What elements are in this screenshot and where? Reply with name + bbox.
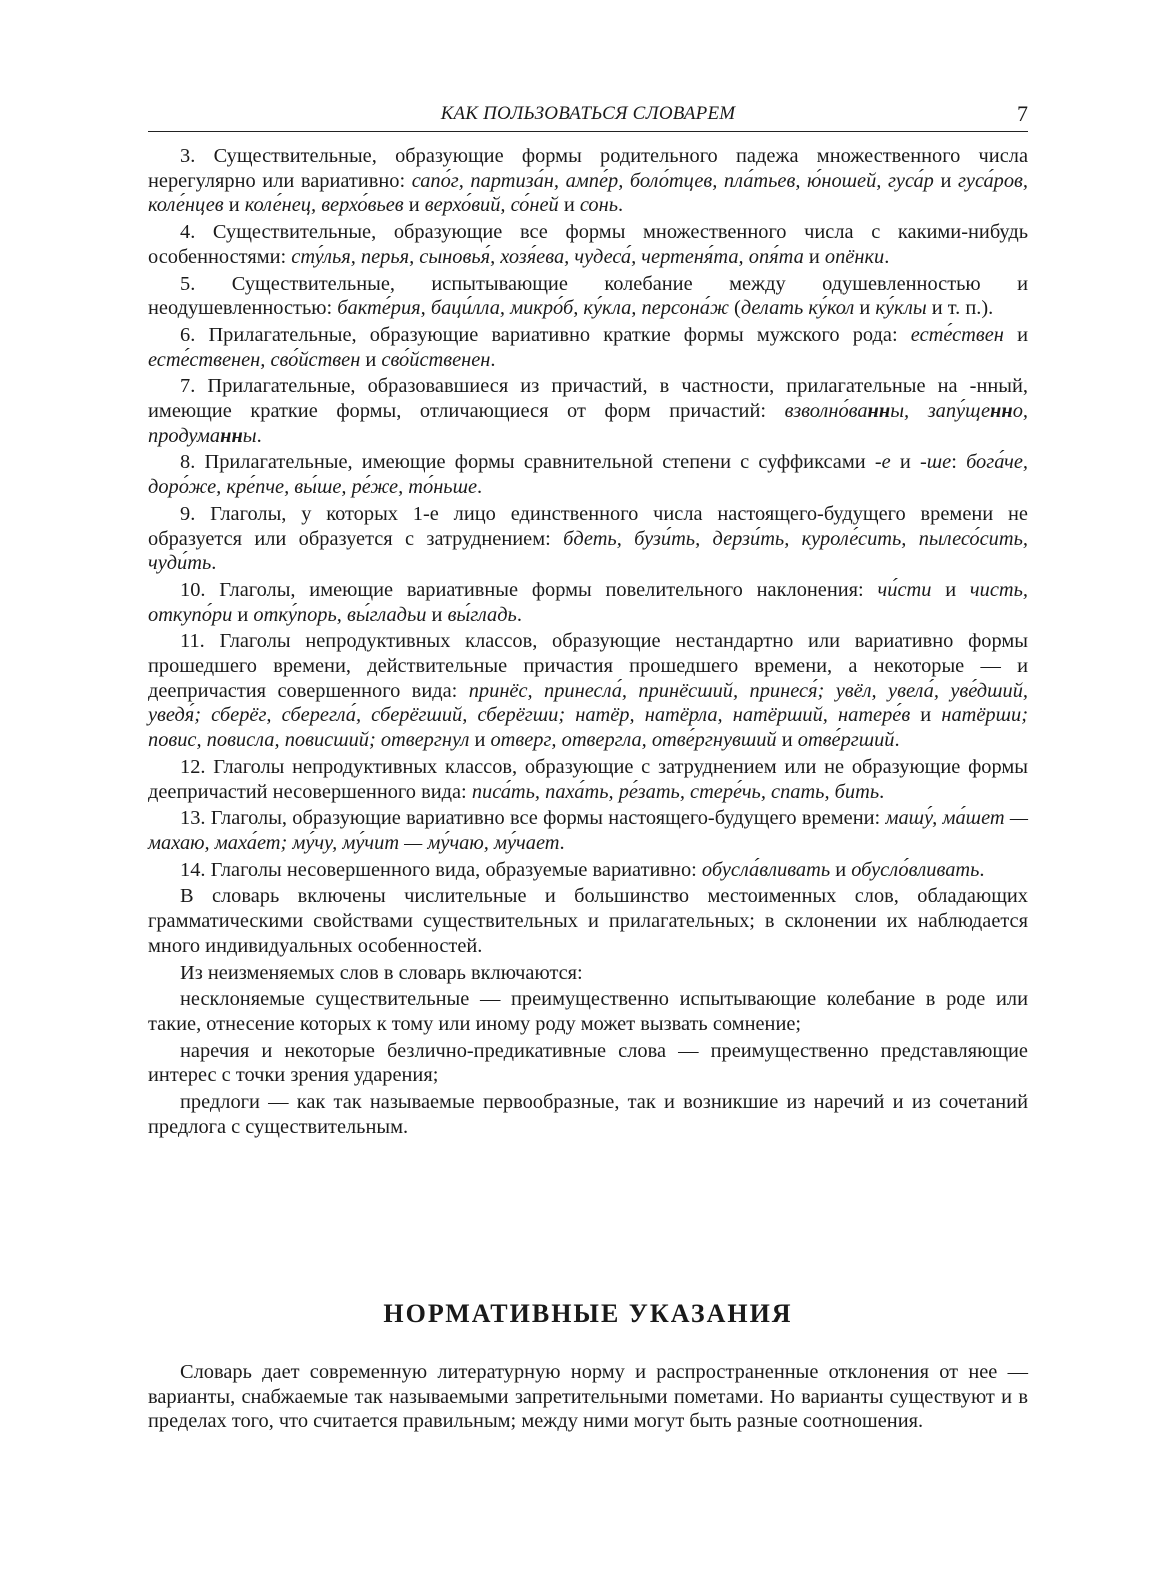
text-run: ы, запу́ще xyxy=(890,400,991,423)
text-run: предлоги — как так называемые первообразные, так и возникшие из наречий и из сочетаний предлога с существительным. xyxy=(148,1091,1028,1138)
text-run: . xyxy=(879,780,885,803)
text-run: . xyxy=(211,552,217,575)
section-body xyxy=(148,1360,1028,1434)
text-run: 8. Прилагательные, имеющие формы сравнительной степени с суффиксами xyxy=(180,451,875,474)
text-run: обусла́вливать xyxy=(701,858,831,881)
body-paragraph-15 xyxy=(148,987,1028,1036)
body-paragraph-11 xyxy=(148,806,1028,855)
text-run: . xyxy=(884,245,890,268)
text-run: 14. Глаголы несовершенного вида, образуемые вариативно: xyxy=(180,858,702,881)
text-run: коле́нец, верхо́вьев xyxy=(244,194,404,217)
text-run: и xyxy=(933,169,958,192)
text-run: чисть, откупо́ри xyxy=(148,578,1028,626)
text-run: и xyxy=(830,858,852,881)
running-title: КАК ПОЛЬЗОВАТЬСЯ СЛОВАРЕМ xyxy=(440,103,736,124)
text-run: и xyxy=(403,194,425,217)
text-run: и xyxy=(890,451,920,474)
text-run: и xyxy=(469,729,491,752)
text-run: . xyxy=(516,603,522,626)
body-paragraph-5 xyxy=(148,374,1028,448)
body-paragraph-17 xyxy=(148,1090,1028,1139)
running-header xyxy=(148,101,1028,132)
text-run: бакте́рия, баци́лла, микро́б, ку́кла, персона́ж xyxy=(337,297,729,320)
page-number: 7 xyxy=(1017,101,1028,126)
text-run: вы́гладь xyxy=(447,603,517,626)
text-run: . xyxy=(894,729,900,752)
text-run: ( xyxy=(728,297,741,320)
text-run: 4. Существительные, образующие все формы множественного числа с какими-нибудь особенностями: xyxy=(148,221,1028,268)
body-paragraph-9 xyxy=(148,629,1028,753)
body-paragraph-10 xyxy=(148,755,1028,804)
text-run: . xyxy=(559,831,565,854)
text-run: обусло́вливать xyxy=(851,858,980,881)
section-heading: НОРМАТИВНЫЕ УКАЗАНИЯ xyxy=(383,1299,793,1328)
text-run: и xyxy=(931,578,970,601)
text-run: . xyxy=(490,348,496,371)
text-run: и xyxy=(910,704,942,727)
text-run: бдеть, бузи́ть, дерзи́ть, куроле́сить, пылесо́сить, чуди́ть xyxy=(148,527,1028,575)
text-run: В словарь включены числительные и большинство местоименных слов, обладающих грамматическими свойствами существительных и прилагательных; в склонении их наблюдается много индивидуальных особенностей. xyxy=(148,885,1028,957)
section-paragraph: Словарь дает современную литературную норму и распространенные отклонения от нее — варианты, снабжаемые так называемыми запретительными пометами. Но варианты существуют и в пределах того, что считается правильным; между ними могут быть разные соотношения. xyxy=(148,1361,1028,1433)
text-run: 12. Глаголы непродуктивных классов, образующие с затруднением или не образующие формы деепричастий несовершенного вида: xyxy=(148,755,1028,803)
text-run: и xyxy=(223,194,245,217)
text-run: есте́ствен xyxy=(910,323,1004,346)
text-run: отку́порь, вы́гладьи xyxy=(253,603,427,626)
text-run: . xyxy=(477,476,483,499)
text-run: : xyxy=(951,451,967,474)
text-run: . xyxy=(979,858,985,881)
text-run: гуса́ров, коле́нцев xyxy=(148,169,1029,217)
text-run: 7. Прилагательные, образовавшиеся из причастий, в частности, прилагательные на -нный, имеющие краткие формы, отличающиеся от форм причастий: xyxy=(148,375,1028,423)
body-paragraph-6 xyxy=(148,450,1028,499)
text-run: и т. п.). xyxy=(926,297,994,320)
text-run: и xyxy=(776,729,798,752)
text-run: -е xyxy=(874,451,891,474)
text-run: 10. Глаголы, имеющие вариативные формы повелительного наклонения: xyxy=(180,578,878,601)
text-run: верхо́вий, со́ней xyxy=(424,194,559,217)
body-paragraph-14 xyxy=(148,961,1028,986)
text-run: сво́йственен xyxy=(381,348,491,371)
text-run: есте́ственен, сво́йствен xyxy=(148,348,361,371)
body-paragraph-3 xyxy=(148,272,1028,321)
text-run: чи́сти xyxy=(877,578,932,601)
text-run: принёс, принесла́, принёсший, принеся́; увёл, увела́, уве́дший, уведя́; сберёг, сберегла́, сберёгший, сберёгши; натёр, натёрла, натёрший, натере́в xyxy=(148,679,1028,727)
text-run: и xyxy=(854,297,876,320)
text-run: сту́лья, перья, сыновья́, хозя́ева, чудеса́, чертеня́та, опя́та xyxy=(291,245,804,268)
text-run: 9. Глаголы, у которых 1-е лицо единственного числа настоящего-будущего времени не образуется или образуется с затруднением: xyxy=(148,502,1028,550)
text-run: нн xyxy=(220,424,243,447)
body-paragraph-4 xyxy=(148,323,1028,372)
text-run: взволно́ва xyxy=(784,400,868,423)
text-run: писа́ть, паха́ть, ре́зать, стере́чь, спать, бить xyxy=(471,780,880,803)
text-run: 3. Существительные, образующие формы родительного падежа множественного числа нерегулярно или вариативно: xyxy=(148,145,1028,192)
text-run: и xyxy=(1003,323,1028,346)
body-paragraph-7 xyxy=(148,502,1028,576)
text-run: сапо́г, партиза́н, ампе́р, боло́тцев, пла́тьев, ю́ношей, гуса́р xyxy=(411,169,934,192)
text-run: . xyxy=(617,194,624,217)
text-run: ы xyxy=(242,424,257,447)
text-run: и xyxy=(558,194,580,217)
text-run: бога́че, доро́же, кре́пче, вы́ше, ре́же, то́ньше xyxy=(148,451,1029,499)
text-run: натёрши; повис, повисла, повисший; отвергнул xyxy=(148,704,1028,752)
text-run: 5. Существительные, испытывающие колебание между одушевленностью и неодушевленностью: xyxy=(148,272,1028,320)
text-run: Из неизменяемых слов в словарь включаются: xyxy=(180,961,583,984)
text-run: нн xyxy=(990,400,1013,423)
text-run: . xyxy=(256,424,262,447)
text-run: и xyxy=(803,245,825,268)
text-run: 13. Глаголы, образующие вариативно все формы настоящего-будущего времени: xyxy=(180,807,886,830)
text-run: о, продума xyxy=(148,400,1028,447)
body-paragraph-12 xyxy=(148,858,1028,883)
text-run: машу́, ма́шет — махаю, маха́ет; му́чу, му́чит — му́чаю, му́чает xyxy=(148,807,1028,854)
text-run: нн xyxy=(867,400,891,423)
text-run: 11. Глаголы непродуктивных классов, образующие нестандартно или вариативно формы прошедшего времени, действительные причастия прошедшего времени, а некоторые — и деепричастия совершенного вида: xyxy=(148,630,1028,702)
text-run: наречия и некоторые безлично-предикативные слова — преимущественно представляющие интерес с точки зрения ударения; xyxy=(148,1039,1028,1087)
body-text xyxy=(148,144,1028,1141)
text-run: ку́клы xyxy=(875,297,927,320)
text-run: опёнки xyxy=(824,245,885,268)
body-paragraph-2 xyxy=(148,220,1028,269)
text-run: и xyxy=(426,603,448,626)
text-run: отверг, отвергла, отве́ргнувший xyxy=(490,729,777,752)
text-run: и xyxy=(360,348,382,371)
body-paragraph-8 xyxy=(148,578,1028,627)
text-run: несклоняемые существительные — преимущественно испытывающие колебание в роде или такие, отнесение которых к тому или иному роду может вызвать сомнение; xyxy=(148,988,1028,1035)
body-paragraph-13 xyxy=(148,884,1028,958)
body-paragraph-1 xyxy=(148,144,1028,218)
text-run: сонь xyxy=(579,194,618,217)
text-run: делать ку́кол xyxy=(740,297,855,320)
text-run: и xyxy=(232,603,254,626)
text-run: -ше xyxy=(919,451,952,474)
body-paragraph-16 xyxy=(148,1039,1028,1088)
text-run: отве́ргший xyxy=(797,729,895,752)
text-run: 6. Прилагательные, образующие вариативно краткие формы мужского рода: xyxy=(180,323,911,346)
